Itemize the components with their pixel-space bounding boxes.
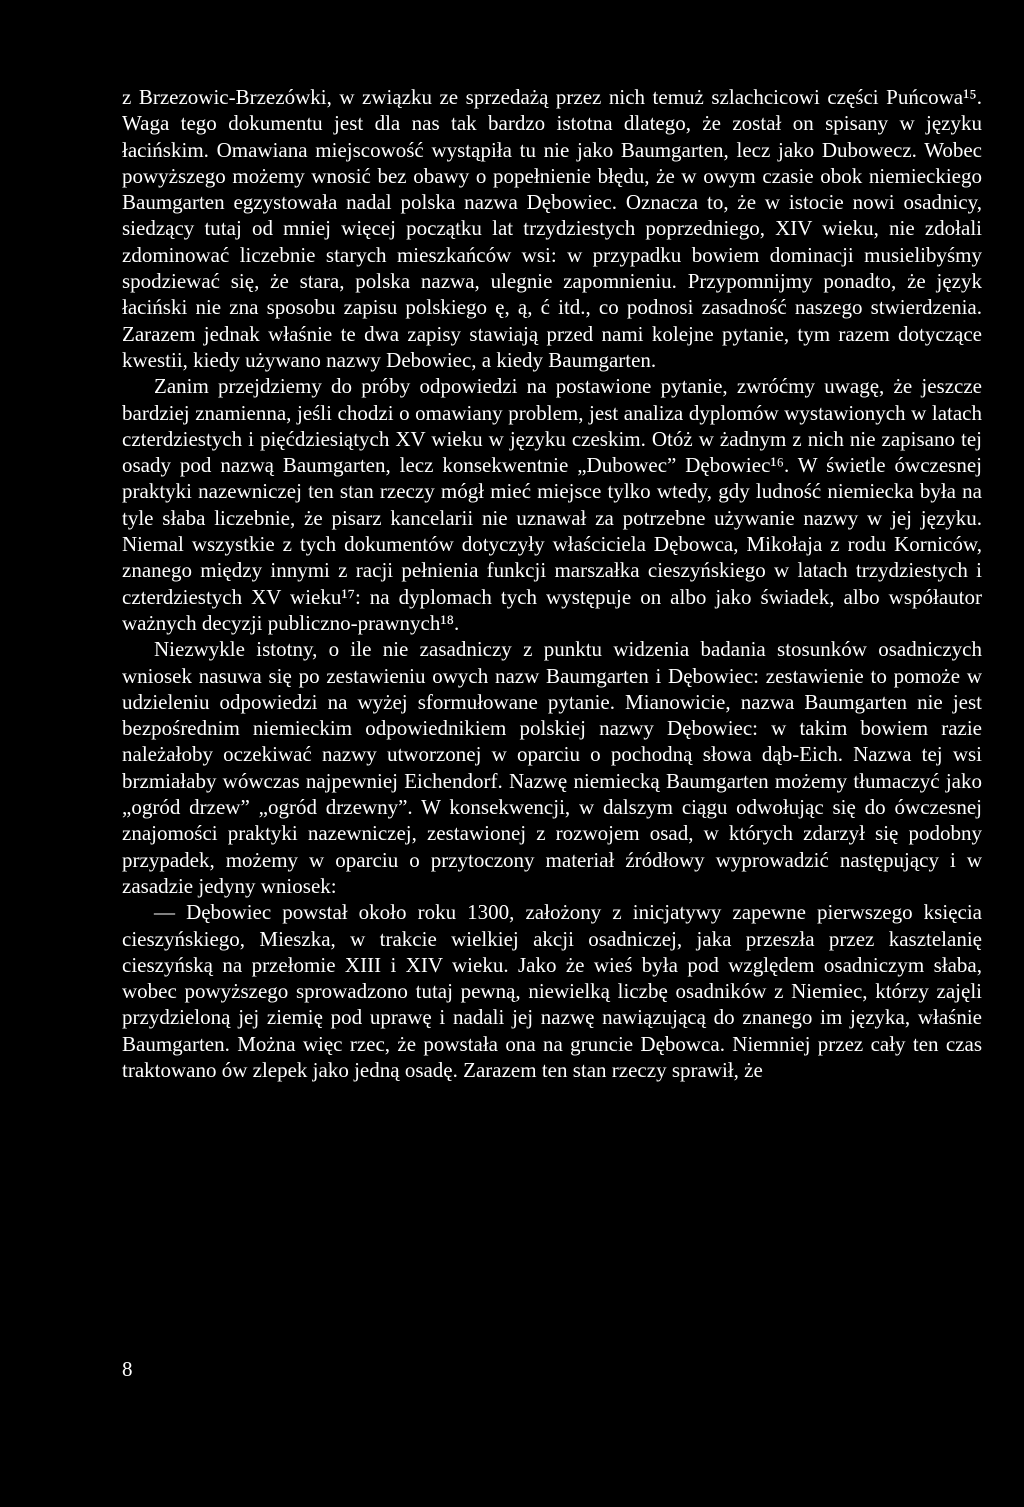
paragraph-1: z Brzezowic-Brzezówki, w związku ze sprzedażą przez nich temuż szlachcicowi części Puńcowa¹⁵. Waga tego dokumentu jest dla nas tak bardzo istotna dlatego, że został on spisany w języku łacińskim. Omawiana miejscowość wystąpiła tu nie jako Baumgarten, lecz jako Dubowecz. Wobec powyższego możemy wnosić bez obawy o popełnienie błędu, że w owym czasie obok niemieckiego Baumgarten egzystowała nadal polska nazwa Dębowiec. Oznacza to, że w istocie nowi osadnicy, siedzący tutaj od mniej więcej początku lat trzydziestych poprzedniego, XIV wieku, nie zdołali zdominować liczebnie starych mieszkańców wsi: w przypadku bowiem dominacji musielibyśmy spodziewać się, że stara, polska nazwa, ulegnie zapomnieniu. Przypomnijmy ponadto, że język łaciński nie zna sposobu zapisu polskiego ę, ą, ć itd., co podnosi zasadność naszego stwierdzenia. Zarazem jednak właśnie te dwa zapisy stawiają przed nami kolejne pytanie, tym razem dotyczące kwestii, kiedy używano nazwy Debowiec, a kiedy Baumgarten. <box>122 85 982 372</box>
paragraph-4: — Dębowiec powstał około roku 1300, założony z inicjatywy zapewne pierwszego księcia cieszyńskiego, Mieszka, w trakcie wielkiej akcji osadniczej, jaka przeszła przez kasztelanię cieszyńską na przełomie XIII i XIV wieku. Jako że wieś była pod względem osadniczym słaba, wobec powyższego sprowadzono tutaj pewną, niewielką liczbę osadników z Niemiec, którzy zajęli przydzieloną jej ziemię pod uprawę i nadali jej nazwę nawiązującą do znanego im języka, właśnie Baumgarten. Można więc rzec, że powstała ona na gruncie Dębowca. Niemniej przez cały ten czas traktowano ów zlepek jako jedną osadę. Zarazem ten stan rzeczy sprawił, że <box>122 900 982 1082</box>
paragraph-2: Zanim przejdziemy do próby odpowiedzi na postawione pytanie, zwróćmy uwagę, że jeszcze bardziej znamienna, jeśli chodzi o omawiany problem, jest analiza dyplomów wystawionych w latach czterdziestych i pięćdziesiątych XV wieku w języku czeskim. Otóż w żadnym z nich nie zapisano tej osady pod nazwą Baumgarten, lecz konsekwentnie „Dubowec” Dębowiec¹⁶. W świetle ówczesnej praktyki nazewniczej ten stan rzeczy mógł mieć miejsce tylko wtedy, gdy ludność niemiecka była na tyle słaba liczebnie, że pisarz kancelarii nie uznawał za potrzebne używanie nazwy w jej języku. Niemal wszystkie z tych dokumentów dotyczyły właściciela Dębowca, Mikołaja z rodu Korniców, znanego między innymi z racji pełnienia funkcji marszałka cieszyńskiego w latach trzydziestych i czterdziestych XV wieku¹⁷: na dyplomach tych występuje on albo jako świadek, albo współautor ważnych decyzji publiczno-prawnych¹⁸. <box>122 374 982 635</box>
page-number: 8 <box>122 1357 133 1381</box>
document-body <box>122 84 982 1083</box>
paragraph-3: Niezwykle istotny, o ile nie zasadniczy z punktu widzenia badania stosunków osadniczych wniosek nasuwa się po zestawieniu owych nazw Baumgarten i Dębowiec: zestawienie to pomoże w udzieleniu odpowiedzi na wyżej sformułowane pytanie. Mianowicie, nazwa Baumgarten nie jest bezpośrednim niemieckim odpowiednikiem polskiej nazwy Dębowiec: w takim bowiem razie należałoby oczekiwać nazwy utworzonej w oparciu o pochodną słowa dąb-Eich. Nazwa tej wsi brzmiałaby wówczas najpewniej Eichendorf. Nazwę niemiecką Baumgarten możemy tłumaczyć jako „ogród drzew” „ogród drzewny”. W konsekwencji, w dalszym ciągu odwołując się do ówczesnej znajomości praktyki nazewniczej, zestawionej z rozwojem osad, w których zdarzył się podobny przypadek, możemy w oparciu o przytoczony materiał źródłowy wyprowadzić następujący i w zasadzie jedyny wniosek: <box>122 637 982 898</box>
